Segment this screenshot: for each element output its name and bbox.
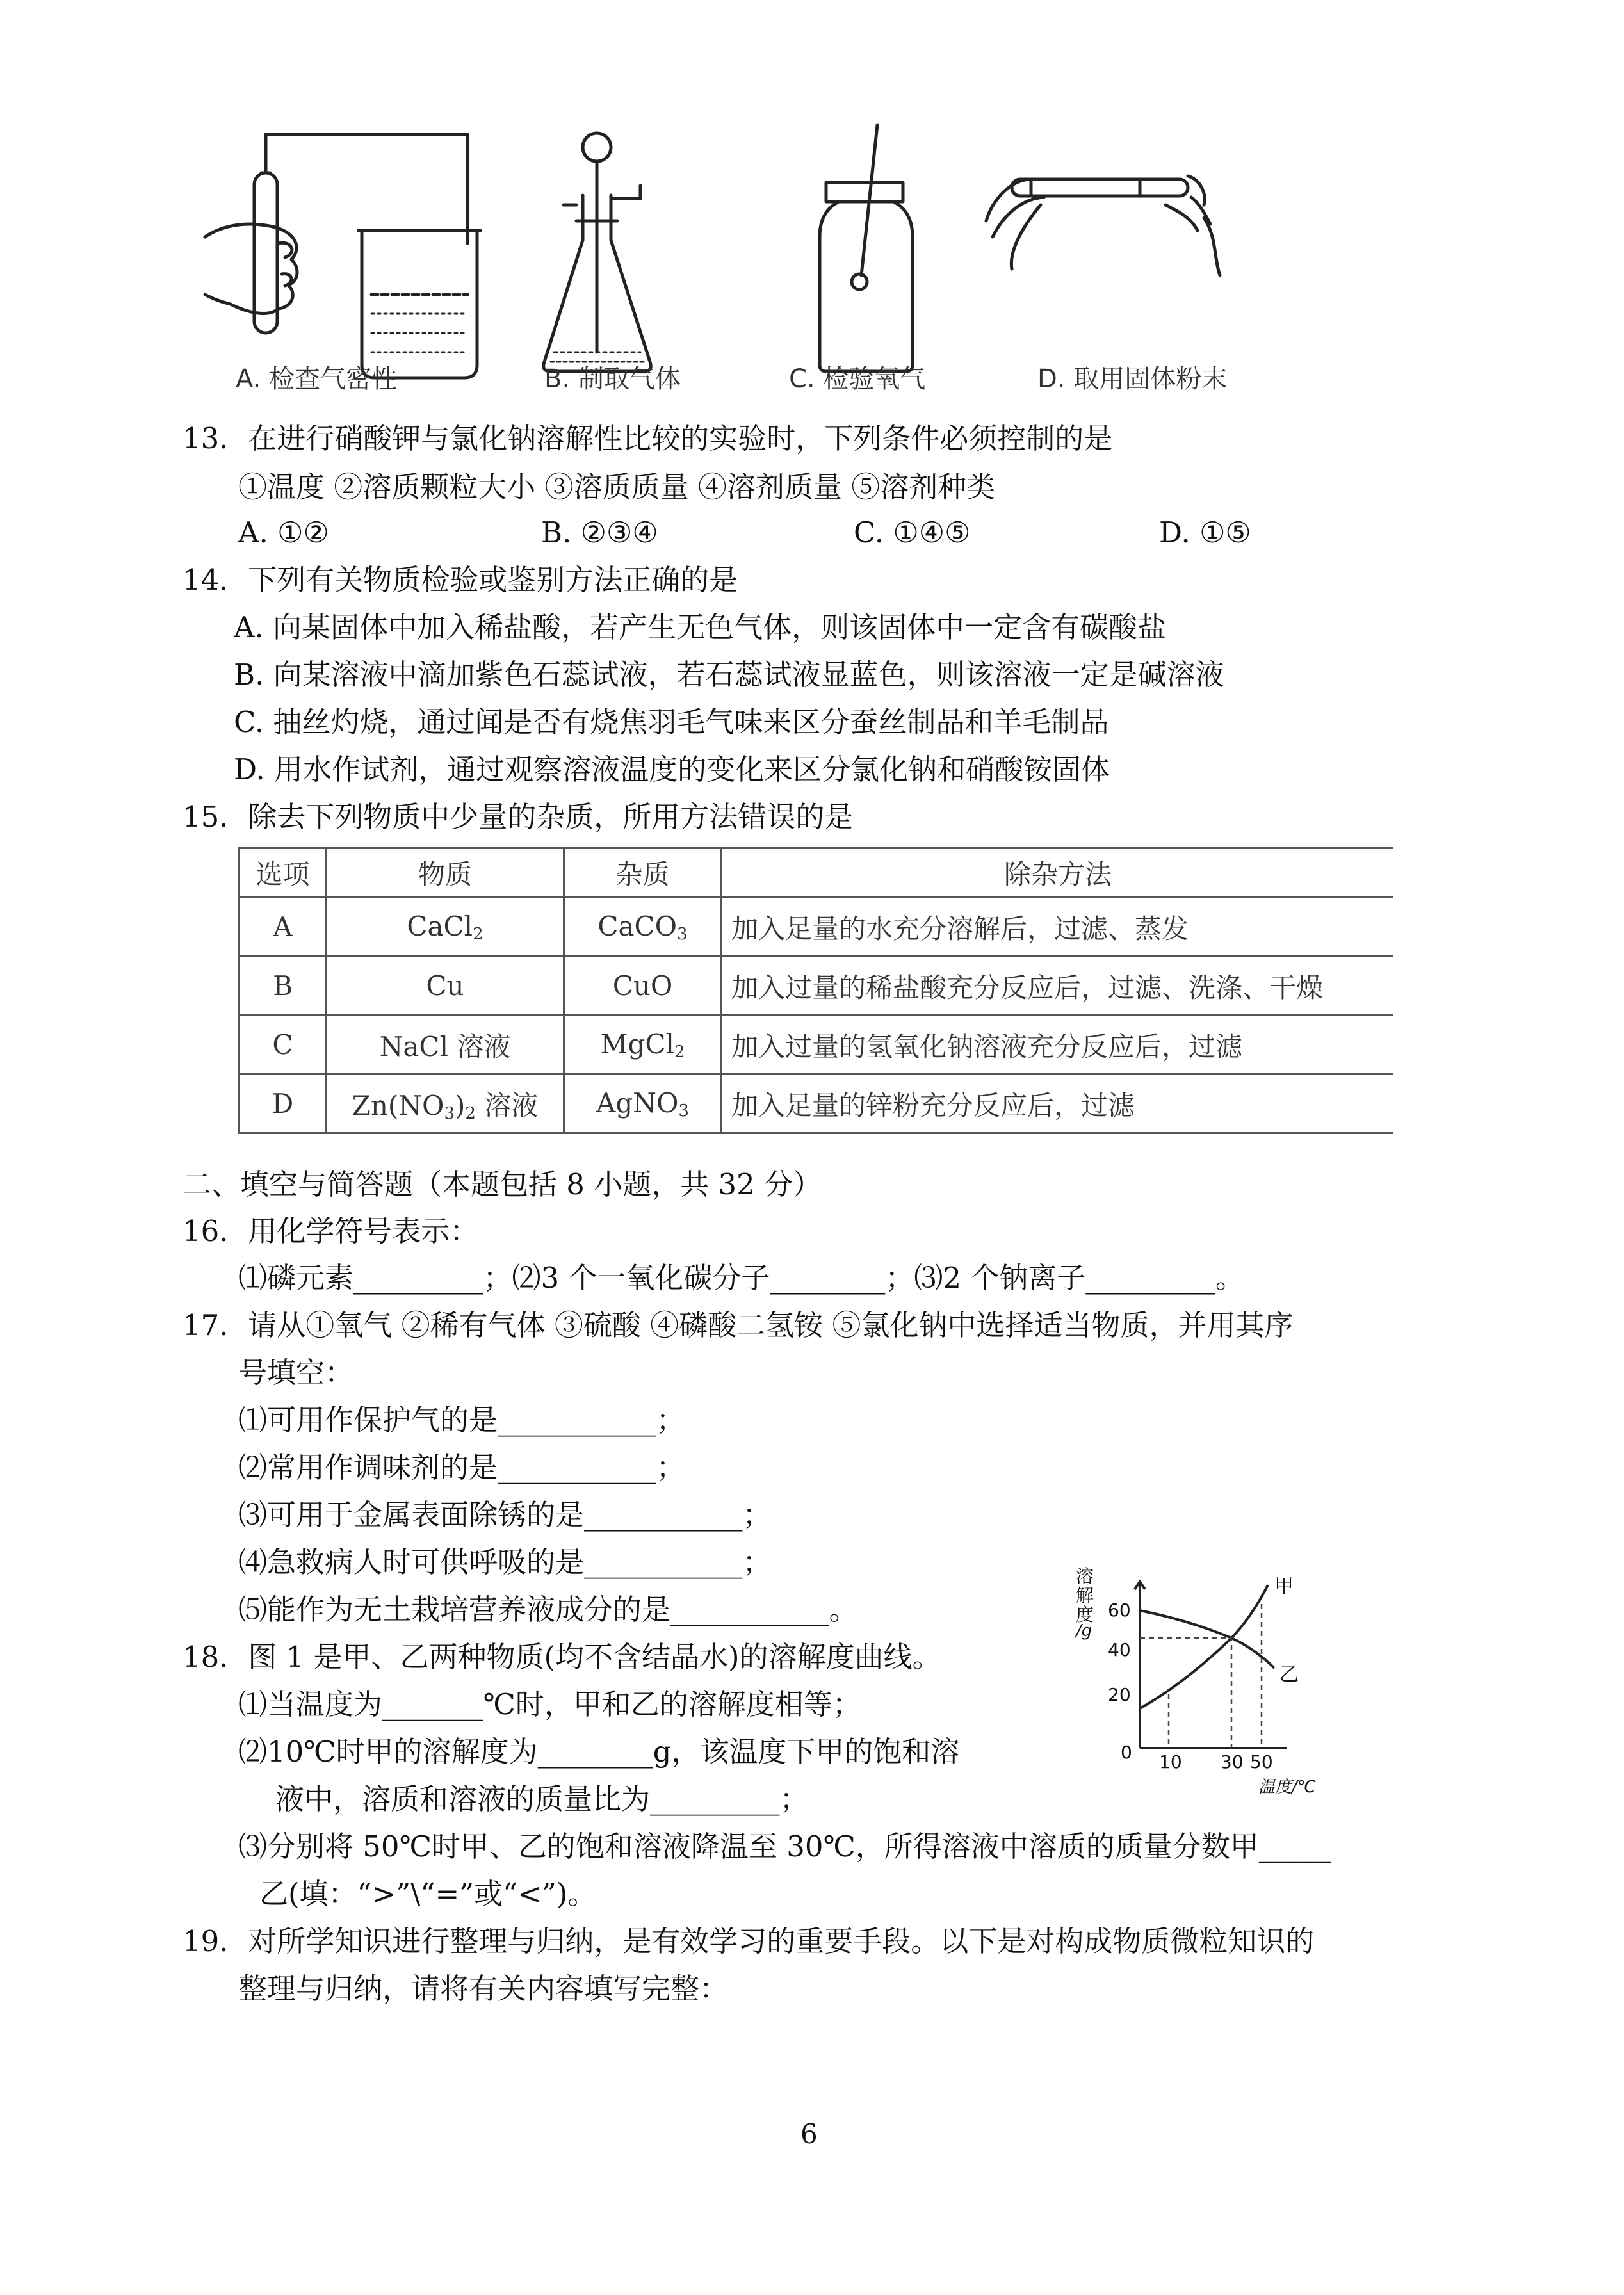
graph-xtick-50: 50 (1250, 1751, 1273, 1772)
gas-preparation-drawing (544, 133, 651, 371)
solubility-graph-svg (1076, 1562, 1345, 1793)
table-row (240, 898, 1394, 957)
q14-option-a: A. 向某固体中加入稀盐酸，若产生无色气体，则该固体中一定含有碳酸盐 (234, 610, 1167, 644)
q18-part-3a: ⑶分别将 50℃时甲、乙的饱和溶液降温至 30℃，所得溶液中溶质的质量分数甲_____ (238, 1829, 1331, 1863)
q13-conditions: ①温度 ②溶质颗粒大小 ③溶质质量 ④溶剂质量 ⑤溶剂种类 (238, 470, 996, 504)
graph-xtick-30: 30 (1221, 1751, 1244, 1772)
q17-item-5: ⑸能作为无土栽培营养液成分的是___________。 (238, 1593, 858, 1626)
header-method: 除杂方法 (722, 848, 1394, 898)
row-substance: Cu (327, 957, 564, 1016)
page-number: 6 (800, 2118, 818, 2150)
q17-item-4: ⑷急救病人时可供呼吸的是___________； (238, 1545, 772, 1579)
graph-ytick-60: 60 (1108, 1600, 1131, 1621)
q17-stem-2: 号填空： (238, 1356, 354, 1390)
q13-option-d: D. ①⑤ (1159, 515, 1251, 549)
airtightness-check-drawing (205, 134, 480, 378)
solid-powder-drawing (986, 176, 1220, 275)
graph-series-a-label: 甲 (1274, 1575, 1294, 1598)
table-row (240, 1016, 1394, 1075)
guide-30 (1140, 1638, 1231, 1748)
q13-stem: 13．在进行硝酸钾与氯化钠溶解性比较的实验时，下列条件必须控制的是 (183, 421, 1113, 455)
q14-option-c: C. 抽丝灼烧，通过闻是否有烧焦羽毛气味来区分蚕丝制品和羊毛制品 (234, 705, 1109, 739)
graph-ylabel-4: /g (1076, 1621, 1092, 1641)
graph-xtick-0: 0 (1121, 1742, 1132, 1763)
apparatus-caption-c: C. 检验氧气 (789, 364, 926, 394)
row-impurity: AgNO$_3$ (564, 1075, 722, 1133)
q19-line-2: 整理与归纳，请将有关内容填写完整： (238, 1972, 729, 2006)
row-impurity: MgCl$_2$ (564, 1016, 722, 1075)
q14-stem: 14．下列有关物质检验或鉴别方法正确的是 (183, 563, 738, 597)
row-method: 加入过量的氢氧化钠溶液充分反应后，过滤 (722, 1016, 1394, 1075)
graph-ytick-20: 20 (1108, 1684, 1131, 1705)
q15-stem: 15．除去下列物质中少量的杂质，所用方法错误的是 (183, 800, 854, 834)
row-substance: CaCl$_2$ (327, 898, 564, 957)
graph-ylabel-3: 度 (1076, 1604, 1094, 1625)
apparatus-caption-b: B. 制取气体 (544, 364, 681, 394)
q18-part-1: ⑴当温度为_______℃时，甲和乙的溶解度相等； (238, 1687, 861, 1721)
q17-item-2: ⑵常用作调味剂的是___________； (238, 1450, 685, 1484)
q18-part-2a: ⑵10℃时甲的溶解度为________g，该温度下甲的饱和溶 (238, 1735, 960, 1769)
q16-blanks: ⑴磷元素_________；⑵3 个一氧化碳分子________；⑶2 个钠离子_________。 (238, 1261, 1244, 1295)
graph-ylabel-1: 溶 (1076, 1566, 1094, 1587)
q18-stem: 18．图 1 是甲、乙两种物质(均不含结晶水)的溶解度曲线。 (183, 1640, 941, 1674)
row-impurity: CaCO$_3$ (564, 898, 722, 957)
impurity-table (238, 847, 1393, 1134)
header-impurity: 杂质 (564, 848, 722, 898)
header-option: 选项 (240, 848, 327, 898)
q13-option-a: A. ①② (238, 515, 329, 549)
graph-ylabel-2: 解 (1076, 1585, 1094, 1606)
q19-line-1: 19．对所学知识进行整理与归纳，是有效学习的重要手段。以下是对构成物质微粒知识的 (183, 1924, 1315, 1958)
q17-item-3: ⑶可用于金属表面除锈的是___________； (238, 1498, 772, 1532)
table-row (240, 957, 1394, 1016)
q13-option-c: C. ①④⑤ (854, 515, 971, 549)
apparatus-caption-d: D. 取用固体粉末 (1037, 364, 1228, 394)
q17-item-1: ⑴可用作保护气的是___________； (238, 1403, 685, 1437)
header-substance: 物质 (327, 848, 564, 898)
oxygen-test-drawing (820, 125, 913, 371)
table-header-row (240, 848, 1394, 898)
q18-part-3b: 乙(填：“>”\“=”或“<”)。 (259, 1877, 597, 1911)
apparatus-caption-a: A. 检查气密性 (236, 364, 398, 394)
solubility-graph (1076, 1562, 1345, 1797)
row-method: 加入足量的锌粉充分反应后，过滤 (722, 1075, 1394, 1133)
graph-series-b-label: 乙 (1279, 1664, 1299, 1686)
row-option: C (240, 1016, 327, 1075)
graph-ytick-40: 40 (1108, 1639, 1131, 1660)
q17-stem-1: 17．请从①氧气 ②稀有气体 ③硫酸 ④磷酸二氢铵 ⑤氯化钠中选择适当物质，并用其序 (183, 1308, 1294, 1342)
row-option: D (240, 1075, 327, 1133)
row-substance: NaCl 溶液 (327, 1016, 564, 1075)
q13-option-b: B. ②③④ (541, 515, 658, 549)
graph-xlabel: 温度/℃ (1258, 1778, 1316, 1797)
q18-part-2b: 液中，溶质和溶液的质量比为_________； (275, 1782, 809, 1816)
q16-stem: 16．用化学符号表示： (183, 1214, 479, 1248)
row-option: A (240, 898, 327, 957)
q14-option-b: B. 向某溶液中滴加紫色石蕊试液，若石蕊试液显蓝色，则该溶液一定是碱溶液 (234, 658, 1224, 692)
row-impurity: CuO (564, 957, 722, 1016)
graph-xtick-10: 10 (1159, 1751, 1182, 1772)
row-method: 加入足量的水充分溶解后，过滤、蒸发 (722, 898, 1394, 957)
row-option: B (240, 957, 327, 1016)
row-substance: $Zn(NO_3)_2$ 溶液 (327, 1075, 564, 1133)
q14-option-d: D. 用水作试剂，通过观察溶液温度的变化来区分氯化钠和硝酸铵固体 (234, 752, 1110, 786)
section-2-heading: 二、填空与简答题（本题包括 8 小题，共 32 分） (183, 1167, 822, 1201)
table-row (240, 1075, 1394, 1133)
row-method: 加入过量的稀盐酸充分反应后，过滤、洗涤、干燥 (722, 957, 1394, 1016)
